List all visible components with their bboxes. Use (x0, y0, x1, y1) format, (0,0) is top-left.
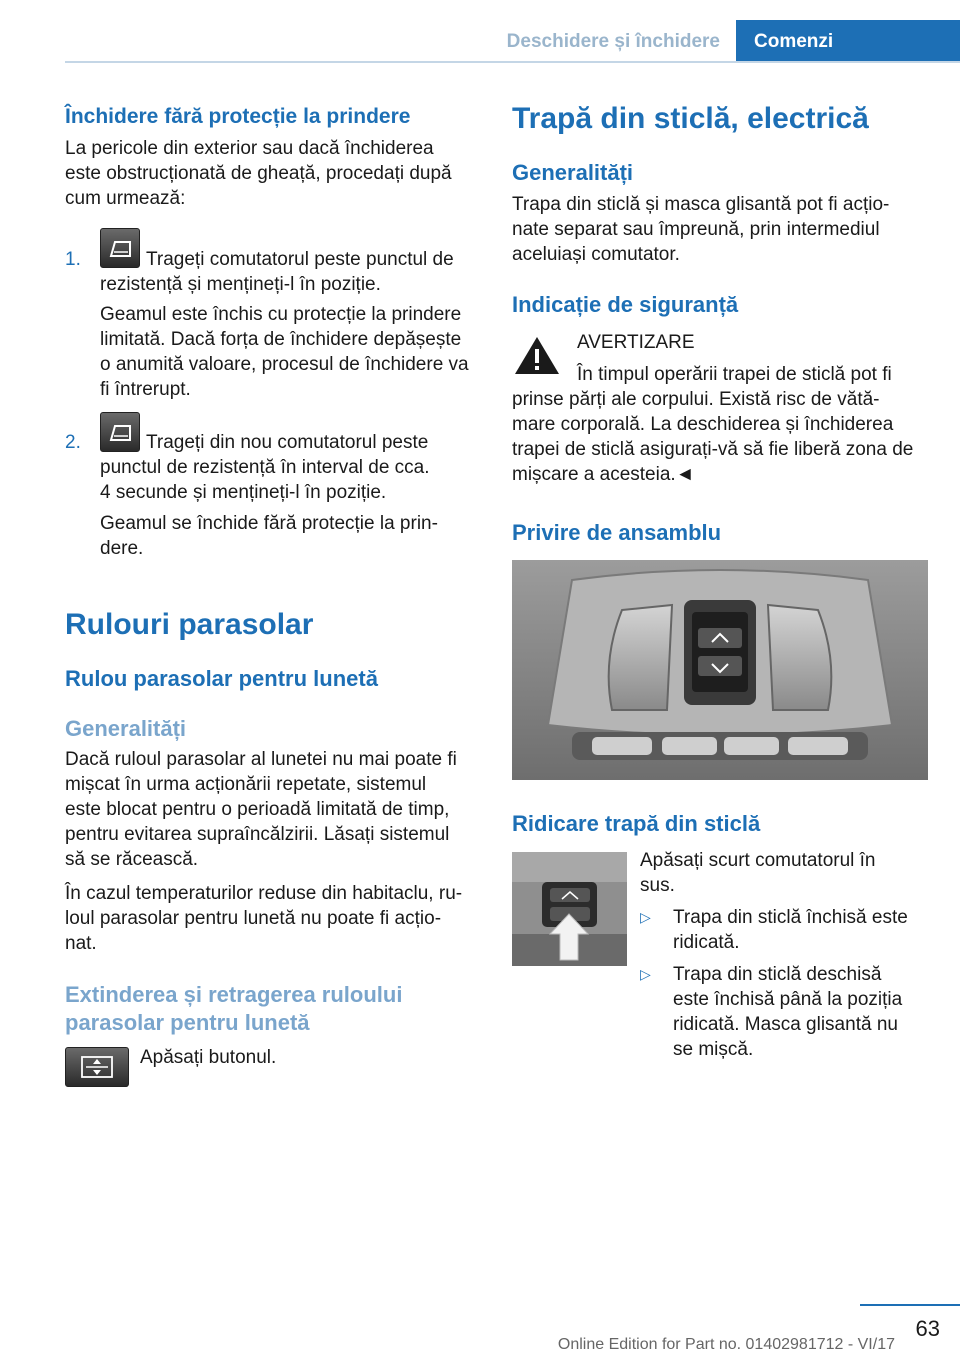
rear-blind-button-icon (65, 1047, 129, 1087)
page-number-rule (860, 1304, 960, 1306)
step-1-text-line1: Trageți comutatorul peste punctul de (146, 249, 454, 270)
heading-sunroof: Trapă din sticlă, electrică (512, 102, 869, 135)
heading-general-right: Generalități (512, 160, 634, 185)
step-1-subtext: Geamul este închis cu protecție la prindere limitată. Dacă forța de închidere depășește o anumită valoare, procesul de închidere va fi întrerupt. (100, 304, 469, 400)
step-1-text-line2: rezistență și mențineți-l în poziție. (100, 274, 381, 295)
bullet-1-text: Trapa din sticlă închisă este ridicată. (673, 907, 908, 953)
heading-raise-sunroof: Ridicare trapă din sticlă (512, 811, 761, 836)
heading-extend-retract: Extinderea și retragerea ruloului parasolar pentru lunetă (65, 982, 403, 1035)
bullet-2-glyph: ▷ (640, 966, 651, 982)
warning-body: prinse părți ale corpului. Există risc de vătă‐ mare corporală. La deschiderea și închiderea trapei de sticlă asigurați-vă să fie liberă zona de mișcare a acesteia.◄ (512, 389, 914, 485)
overhead-console-photo (512, 560, 928, 780)
bullet-2-text: Trapa din sticlă deschisă este închisă până la poziția ridicată. Masca glisantă nu se mișcă. (673, 964, 903, 1060)
window-switch-icon (100, 412, 140, 452)
heading-rear-window-blind: Rulou parasolar pentru lunetă (65, 666, 378, 691)
heading-safety: Indicație de siguranță (512, 292, 739, 317)
warning-title: AVERTIZARE (577, 332, 695, 353)
window-switch-icon (100, 228, 140, 268)
sunroof-switch-photo (512, 852, 627, 966)
step-2-text-line3: 4 secunde și mențineți-l în poziție. (100, 482, 387, 503)
heading-overview: Privire de ansamblu (512, 520, 722, 545)
step-2-text-line2: punctul de rezistență în interval de cca. (100, 457, 430, 478)
step-2-number: 2. (65, 432, 81, 453)
footer-edition: Online Edition for Part no. 01402981712 - VI/17 (557, 1336, 895, 1353)
press-button-text: Apăsați butonul. (140, 1047, 277, 1068)
header-chapter: Comenzi (736, 20, 960, 62)
warning-line-1: În timpul operării trapei de sticlă pot fi (577, 364, 892, 385)
warning-icon (512, 334, 562, 378)
heading-general-left: Generalități (65, 716, 187, 741)
general-paragraph-2: În cazul temperaturilor reduse din habitaclu, ru‐ loul parasolar pentru lunetă nu poate fi acțio‐ nat. (65, 883, 463, 954)
raise-paragraph: Apăsați scurt comutatorul în sus. (640, 850, 876, 896)
heading-sun-blinds: Rulouri parasolar (65, 608, 314, 641)
step-2-text-line1: Trageți din nou comutatorul peste (146, 432, 429, 453)
step-1-number: 1. (65, 249, 81, 270)
header-section: Deschidere și închidere (480, 20, 736, 62)
step-2-subtext: Geamul se închide fără protecție la prin‐ dere. (100, 513, 438, 559)
bullet-1-glyph: ▷ (640, 909, 651, 925)
intro-paragraph: La pericole din exterior sau dacă închiderea este obstrucționată de gheață, procedați după cum urmează: (65, 138, 452, 209)
page-number: 63 (915, 1316, 940, 1341)
general-paragraph-1: Dacă ruloul parasolar al lunetei nu mai poate fi mișcat în urma acționării repetate, sistemul este blocat pentru o perioadă limitată de timp, pentru evitarea supraîncălzirii. Lăsați sistemul să se răcească. (65, 749, 457, 870)
heading-closing-no-protection: Închidere fără protecție la prindere (65, 105, 411, 128)
header-divider (65, 61, 960, 63)
sunroof-general-paragraph: Trapa din sticlă și masca glisantă pot fi acțio‐ nate separat sau împreună, prin intermediul aceluiași comutator. (512, 194, 890, 265)
